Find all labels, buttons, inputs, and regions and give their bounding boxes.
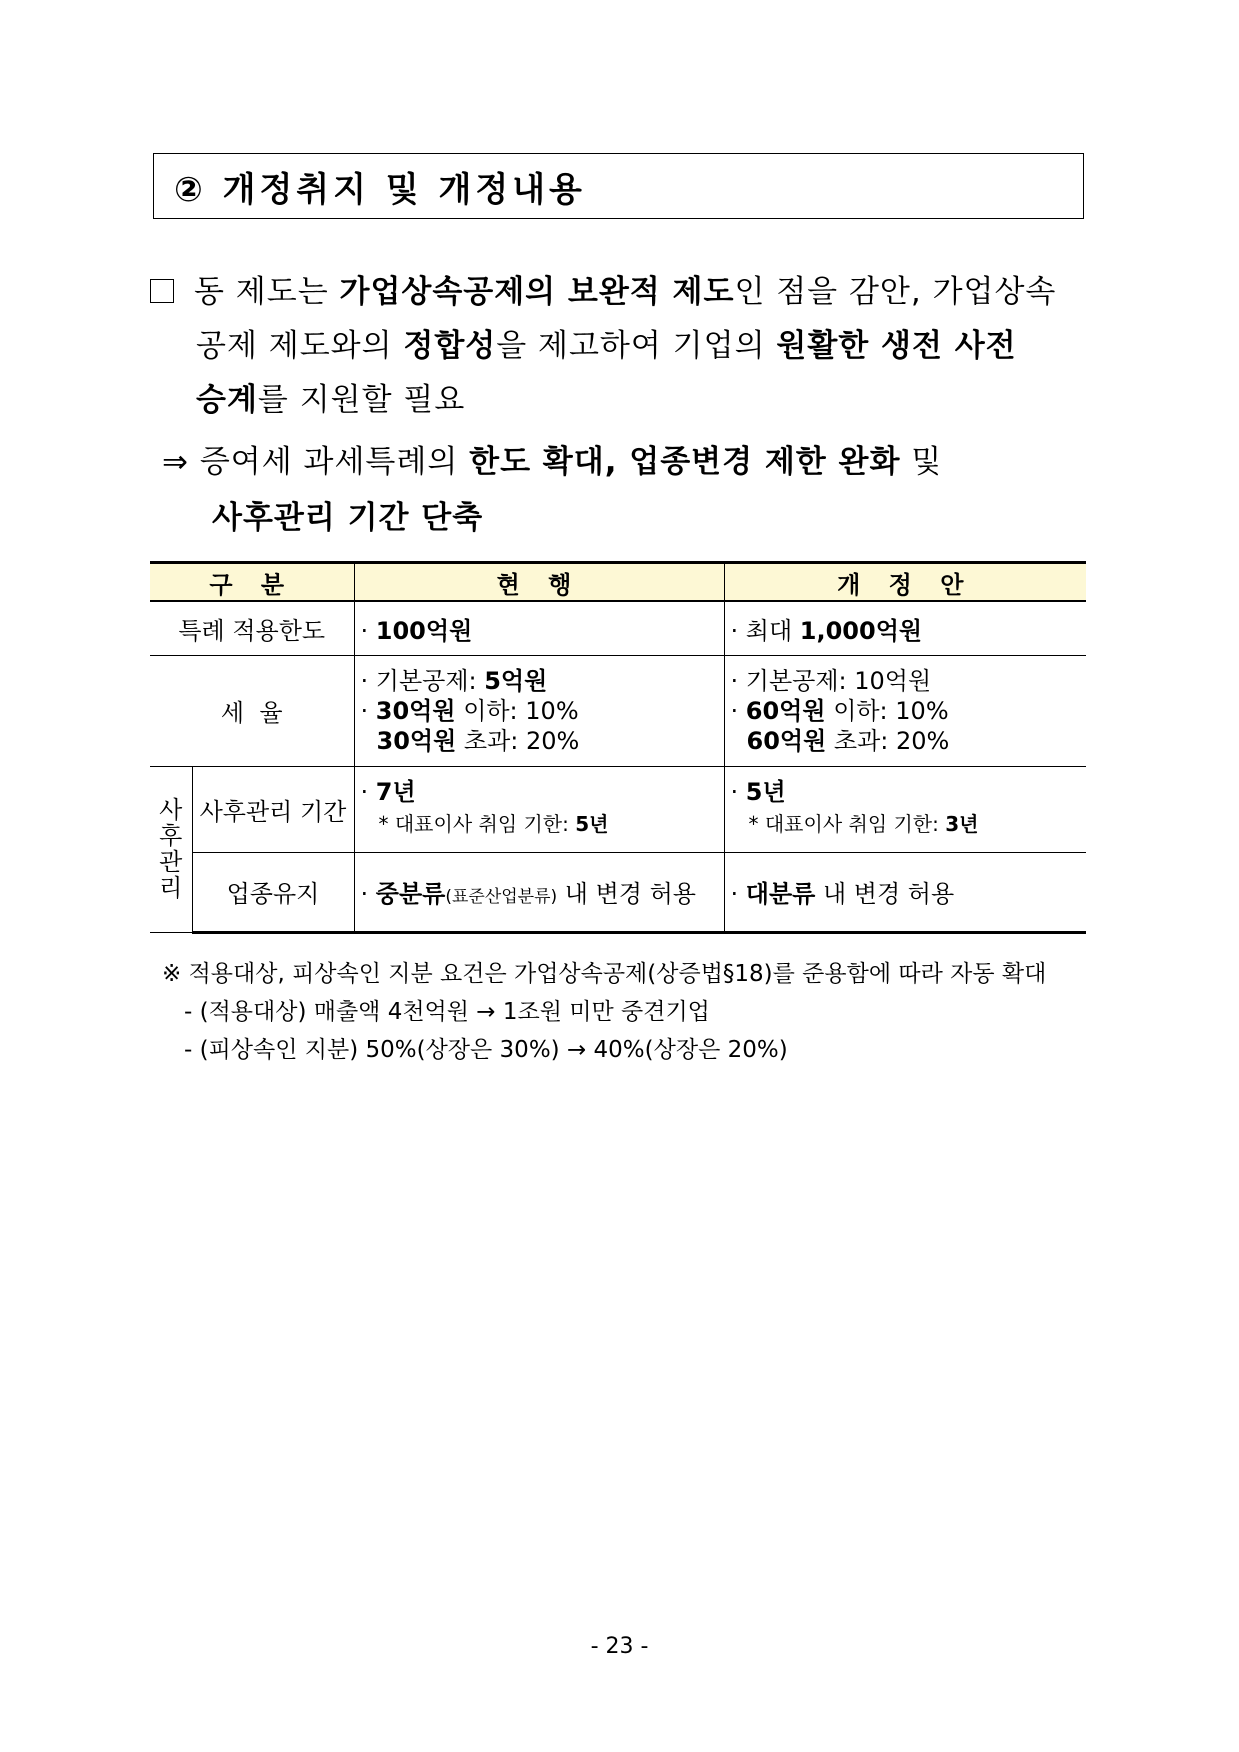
group-label-post-management: 사 후 관 리	[150, 766, 192, 932]
table-row	[150, 766, 1086, 852]
comparison-table	[150, 561, 1086, 934]
purpose-paragraph: 동 제도는 가업상속공제의 보완적 제도인 점을 감안, 가업상속 공제 제도와의 정합성을 제고하여 기업의 원활한 생전 사전 승계를 지원할 필요	[150, 265, 1090, 427]
proposed-cell: · 5년 * 대표이사 취임 기한: 3년	[724, 766, 1086, 852]
table-row	[150, 601, 1086, 655]
proposed-cell: · 대분류 내 변경 허용	[724, 852, 1086, 932]
table-row	[150, 655, 1086, 766]
current-cell: · 100억원	[354, 601, 724, 655]
row-label: 업종유지	[192, 852, 354, 932]
table-row	[150, 852, 1086, 932]
proposed-cell: · 기본공제: 10억원 · 60억원 이하: 10% 60억원 초과: 20%	[724, 655, 1086, 766]
table-header-row	[150, 563, 1086, 602]
checkbox-icon	[150, 279, 174, 303]
section-title: ② 개정취지 및 개정내용	[153, 153, 1084, 219]
current-cell: · 7년 * 대표이사 취임 기한: 5년	[354, 766, 724, 852]
footnote-sub-item: - (적용대상) 매출액 4천억원 → 1조원 미만 중견기업	[184, 999, 710, 1025]
footnote-sub-item: - (피상속인 지분) 50%(상장은 30%) → 40%(상장은 20%)	[184, 1037, 788, 1063]
footnote	[162, 955, 1046, 1069]
row-label: 세 율	[150, 655, 354, 766]
current-cell: · 중분류(표준산업분류) 내 변경 허용	[354, 852, 724, 932]
page-number: - 23 -	[590, 1634, 649, 1659]
header-current: 현 행	[354, 563, 724, 602]
implies-arrow-icon: ⇒	[162, 444, 189, 480]
row-label: 특례 적용한도	[150, 601, 354, 655]
header-proposed: 개 정 안	[724, 563, 1086, 602]
header-category: 구 분	[150, 563, 354, 602]
current-cell: · 기본공제: 5억원 · 30억원 이하: 10% 30억원 초과: 20%	[354, 655, 724, 766]
row-label: 사후관리 기간	[192, 766, 354, 852]
conclusion-paragraph: ⇒ 증여세 과세특례의 한도 확대, 업종변경 제한 완화 및 사후관리 기간 단축	[162, 444, 943, 536]
proposed-cell: · 최대 1,000억원	[724, 601, 1086, 655]
footnote-main: ※ 적용대상, 피상속인 지분 요건은 가업상속공제(상증법§18)를 준용함에 따라 자동 확대	[162, 961, 1047, 987]
